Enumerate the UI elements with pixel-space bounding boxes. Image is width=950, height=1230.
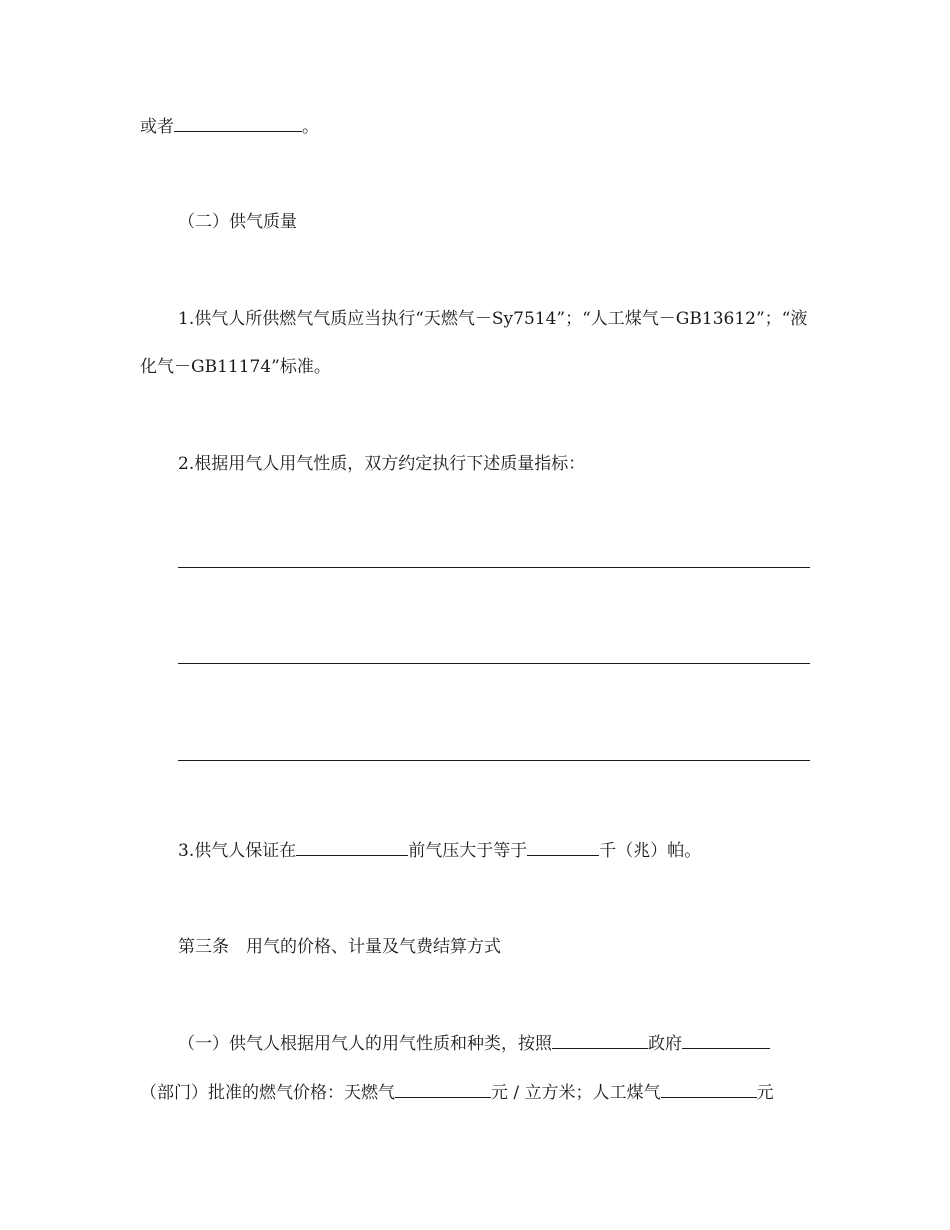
paragraph-2: 2.根据用气人用气性质，双方约定执行下述质量指标： [178,454,586,474]
paragraph-4 [178,1031,770,1056]
quality-indicator-line-1[interactable] [178,567,810,568]
fill-blank-natural-gas-price[interactable] [395,1080,491,1098]
text-p3-b: 前气压大于等于 [408,841,528,861]
paragraph-1-line-2: 化气－GB11174”标准。 [140,357,331,377]
article-3-heading: 第三条 用气的价格、计量及气费结算方式 [178,937,501,957]
fill-blank-coal-gas-price[interactable] [661,1080,757,1098]
line-or [140,114,319,139]
fill-blank-department[interactable] [682,1031,770,1049]
text-p5-c: 元 [756,1083,774,1103]
text-period: 。 [302,117,319,137]
text-p5-a: （部门）批准的燃气价格：天燃气 [140,1083,395,1103]
text-p3-a: 3.供气人保证在 [178,841,297,861]
fill-blank-time[interactable] [296,838,408,856]
text-p4-b: 政府 [648,1034,682,1054]
paragraph-1-line-1: 1.供气人所供燃气气质应当执行“天燃气－Sy7514”；“人工煤气－GB13612”；“液 [178,309,808,329]
quality-indicator-line-2[interactable] [178,663,810,664]
fill-blank[interactable] [174,114,302,132]
text-p5-b: 元 / 立方米；人工煤气 [491,1083,661,1103]
fill-blank-pressure[interactable] [527,838,599,856]
quality-indicator-line-3[interactable] [178,760,810,761]
paragraph-5 [140,1080,774,1105]
text-p3-c: 千（兆）帕。 [599,841,702,861]
text-p4-a: （一）供气人根据用气人的用气性质和种类，按照 [178,1034,552,1054]
paragraph-3 [178,838,701,863]
fill-blank-government[interactable] [552,1031,648,1049]
text-or: 或者 [140,117,174,137]
section-heading-gas-quality: （二）供气质量 [178,212,297,232]
